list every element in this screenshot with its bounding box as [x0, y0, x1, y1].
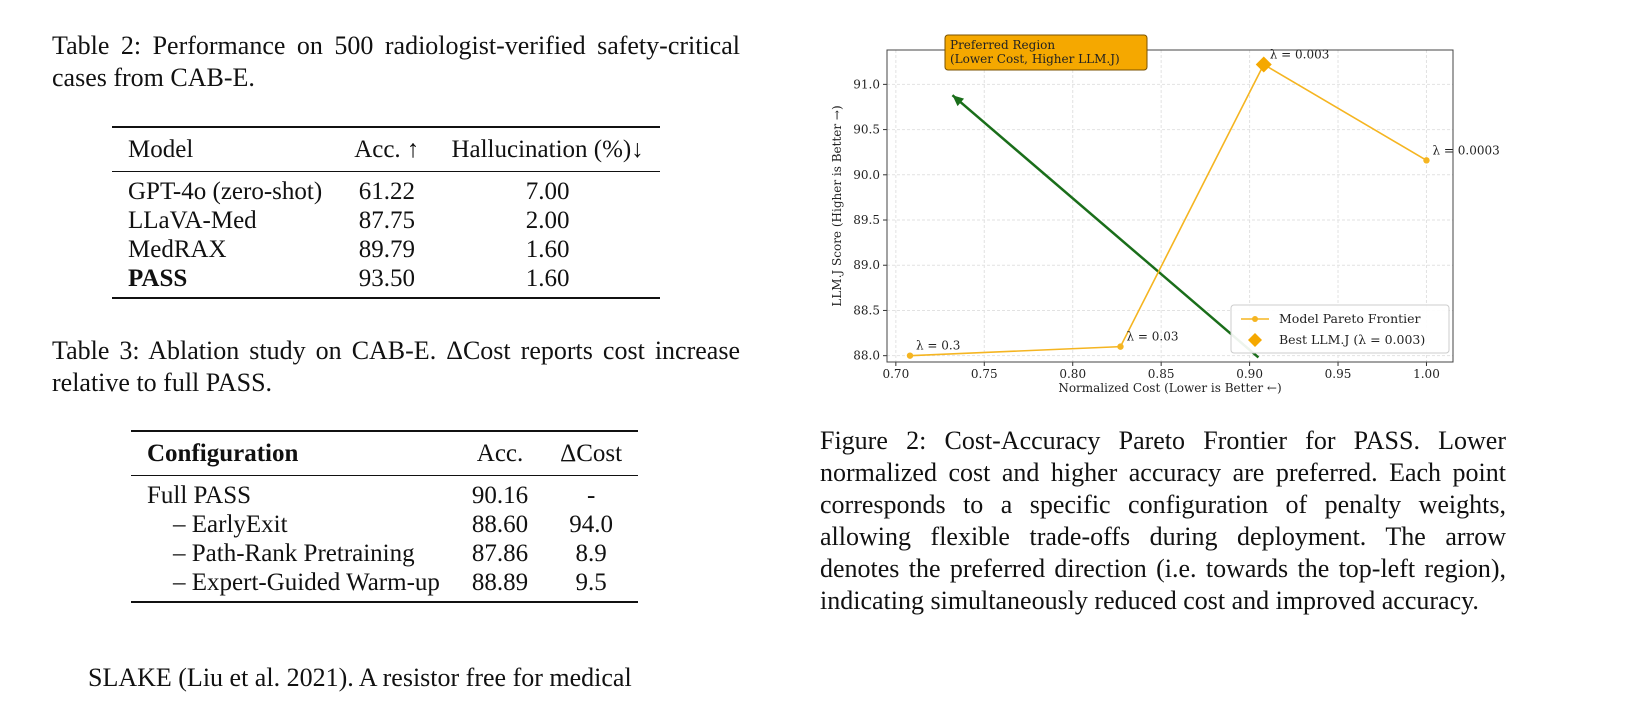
point-label: λ = 0.3 — [915, 338, 961, 353]
y-tick-label: 90.0 — [853, 167, 880, 182]
data-point — [1117, 343, 1123, 349]
table2-cell-model: LLaVA-Med — [128, 207, 257, 234]
table-row — [112, 264, 660, 298]
table2-cell-acc: 93.50 — [358, 265, 415, 292]
table3-cell-acc: 88.89 — [471, 569, 529, 596]
table-row — [112, 206, 660, 235]
table3-header-cost: ΔCost — [560, 440, 623, 467]
table3-cell-config: – EarlyExit — [173, 511, 288, 538]
table2 — [112, 126, 660, 299]
point-label: λ = 0.03 — [1126, 329, 1179, 344]
x-tick-label: 0.80 — [1059, 367, 1087, 381]
y-tick-label: 88.0 — [853, 348, 880, 363]
table2-header-hallucination: Hallucination (%)↓ — [451, 136, 644, 163]
data-point — [907, 352, 913, 358]
legend-entry-best: Best LLM.J (λ = 0.003) — [1279, 332, 1426, 347]
table3 — [131, 430, 638, 603]
table3-cell-config: Full PASS — [147, 482, 252, 509]
table2-cell-hall: 2.00 — [525, 207, 570, 234]
table-row — [131, 568, 638, 602]
arrow-shaft — [952, 95, 1258, 357]
table3-cell-acc: 90.16 — [471, 482, 529, 509]
y-tick-label: 88.5 — [853, 303, 880, 318]
legend-point-swatch — [1252, 316, 1258, 322]
y-tick-label: 90.5 — [853, 122, 880, 137]
table2-cell-acc: 87.75 — [358, 207, 415, 234]
annotation-text: (Lower Cost, Higher LLM.J) — [950, 52, 1120, 66]
table2-caption: Table 2: Performance on 500 radiologist-verified safety-critical cases from CAB-E. — [52, 31, 740, 92]
chart-legend — [1231, 305, 1449, 353]
table3-cell-acc: 87.86 — [471, 540, 529, 567]
body-text-cutoff: SLAKE (Liu et al. 2021). A resistor free for medical — [88, 663, 632, 692]
table3-header-row — [131, 431, 638, 476]
table3-cell-cost: 8.9 — [575, 540, 607, 567]
table2-cell-acc: 89.79 — [358, 236, 415, 263]
table3-cell-acc: 88.60 — [471, 511, 529, 538]
pareto-chart — [825, 28, 1515, 400]
figure2-caption: Figure 2: Cost-Accuracy Pareto Frontier for PASS. Lower normalized cost and higher accuracy are preferred. Each point corresponds to a specific configuration of penalty weights, allowing flexible trade-offs during deployment. The arrow denotes the preferred direction (i.e. towards the top-left region), indicating simultaneously reduced cost and improved accuracy. — [820, 426, 1506, 615]
table3-cell-cost: 9.5 — [575, 569, 607, 596]
point-label: λ = 0.003 — [1269, 47, 1330, 62]
table-row — [112, 172, 660, 207]
table2-header-model: Model — [128, 136, 194, 163]
y-tick-label: 89.0 — [853, 258, 880, 273]
x-tick-label: 0.75 — [970, 367, 998, 381]
table-row — [131, 539, 638, 568]
table3-header-acc: Acc. — [476, 440, 524, 467]
table2-cell-model: MedRAX — [128, 236, 227, 263]
table2-cell-acc: 61.22 — [358, 178, 415, 205]
table2-header-row — [112, 127, 660, 172]
x-axis-label: Normalized Cost (Lower is Better ←) — [1058, 381, 1282, 395]
y-tick-label: 89.5 — [853, 213, 880, 228]
table3-cell-cost: - — [586, 482, 596, 509]
data-point — [1423, 157, 1429, 163]
table2-cell-hall: 7.00 — [525, 178, 570, 205]
table2-header-acc: Acc. ↑ — [354, 136, 420, 163]
y-axis-label: LLM.J Score (Higher is Better →) — [830, 105, 844, 307]
table3-caption: Table 3: Ablation study on CAB-E. ΔCost reports cost increase relative to full PASS. — [52, 336, 740, 397]
table2-cell-hall: 1.60 — [525, 236, 570, 263]
x-tick-label: 0.70 — [882, 367, 910, 381]
x-tick-label: 0.85 — [1147, 367, 1175, 381]
x-tick-label: 1.00 — [1413, 367, 1440, 381]
x-tick-label: 0.95 — [1324, 367, 1352, 381]
table3-cell-config: – Path-Rank Pretraining — [173, 540, 415, 567]
table2-cell-model: GPT-4o (zero-shot) — [128, 178, 323, 205]
table3-header-config: Configuration — [147, 440, 299, 467]
table3-cell-config: – Expert-Guided Warm-up — [173, 569, 440, 596]
x-tick-label: 0.90 — [1236, 367, 1263, 381]
point-label: λ = 0.0003 — [1432, 143, 1500, 158]
annotation-text: Preferred Region — [950, 38, 1056, 52]
table-row — [131, 476, 638, 511]
legend-entry-frontier: Model Pareto Frontier — [1279, 311, 1421, 326]
preferred-region-annotation — [945, 35, 1147, 70]
table-row — [131, 510, 638, 539]
table3-cell-cost: 94.0 — [569, 511, 613, 538]
preferred-direction-arrow — [952, 95, 1258, 357]
table2-cell-hall: 1.60 — [525, 265, 570, 292]
y-tick-label: 91.0 — [853, 77, 880, 92]
table-row — [112, 235, 660, 264]
table2-cell-model: PASS — [128, 265, 188, 292]
